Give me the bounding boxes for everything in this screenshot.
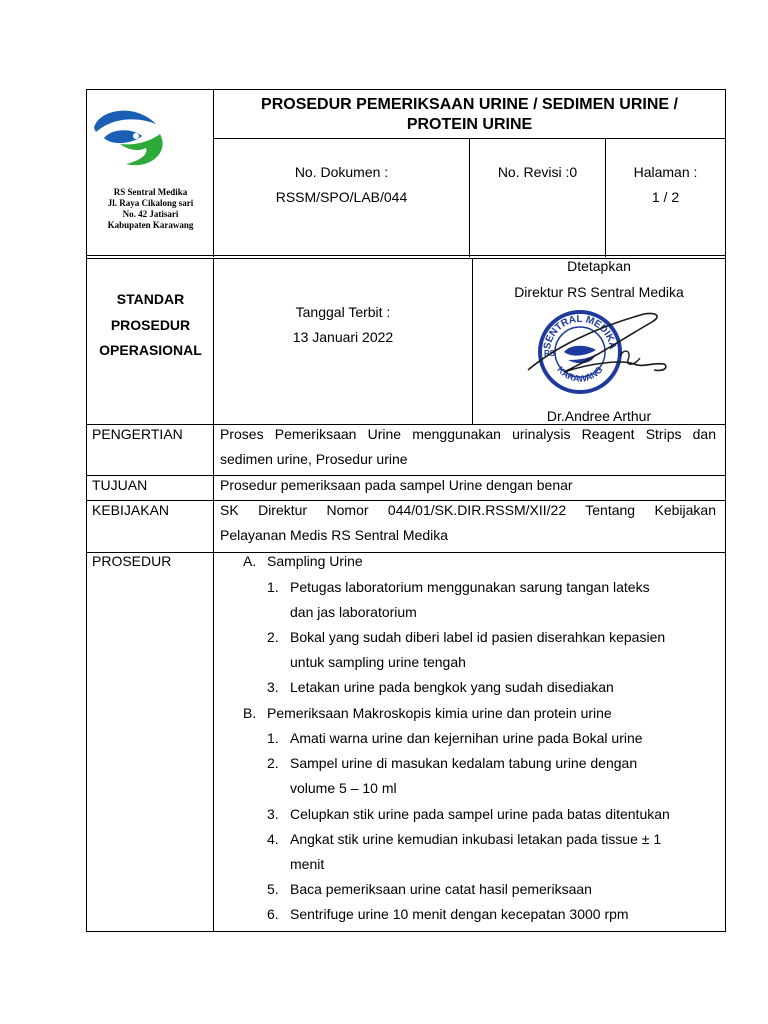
tujuan-label: TUJUAN (92, 477, 148, 493)
no-revisi: No. Revisi :0 (497, 164, 578, 180)
tanggal-terbit-label: Tanggal Terbit : (295, 304, 391, 320)
section-a-title: Sampling Urine (267, 553, 363, 569)
a-item-text: Bokal yang sudah diberi label id pasien diserahkan kepasien (290, 629, 666, 645)
tanggal-terbit-value: 13 Januari 2022 (292, 329, 394, 345)
b-item-text-cont: volume 5 – 10 ml (290, 780, 397, 796)
kebijakan-label: KEBIJAKAN (92, 502, 170, 518)
kebijakan-text-line1: SK Direktur Nomor 044/01/SK.DIR.RSSM/XII/22 Tentang Kebijakan (220, 502, 716, 518)
sop-title-line3: OPERASIONAL (99, 342, 202, 358)
no-dokumen-value: RSSM/SPO/LAB/044 (275, 189, 408, 205)
direktur-label: Direktur RS Sentral Medika (514, 284, 684, 300)
sop-title-line1: STANDAR (116, 291, 185, 307)
b-item-num: 2. (267, 755, 279, 771)
b-item-text-cont: menit (290, 856, 325, 872)
a-item-text-cont: untuk sampling urine tengah (290, 654, 466, 670)
a-item-text-cont: dan jas laboratorium (290, 604, 417, 620)
stamp-and-signature-icon (524, 308, 674, 398)
halaman-label: Halaman : (633, 164, 698, 180)
b-item-num: 1. (267, 730, 279, 746)
org-address-number: No. 42 Jatisari (122, 209, 179, 219)
pengertian-text-line2: sedimen urine, Prosedur urine (220, 451, 408, 467)
pengertian-text-line1: Proses Pemeriksaan Urine menggunakan urinalysis Reagent Strips dan (220, 426, 716, 442)
hospital-logo-icon (90, 104, 174, 170)
section-b-marker: B. (243, 705, 257, 721)
sop-title-line2: PROSEDUR (110, 317, 191, 333)
b-item-num: 4. (267, 831, 279, 847)
b-item-text: Sentrifuge urine 10 menit dengan kecepatan 3000 rpm (290, 906, 629, 922)
a-item-text: Letakan urine pada bengkok yang sudah disediakan (290, 679, 614, 695)
ditetapkan-label: Dtetapkan (567, 258, 631, 274)
section-b-title: Pemeriksaan Makroskopis kimia urine dan protein urine (267, 705, 612, 721)
kebijakan-text-line2: Pelayanan Medis RS Sentral Medika (220, 527, 449, 543)
a-item-num: 1. (267, 579, 279, 595)
org-address-regency: Kabupaten Karawang (107, 220, 194, 230)
org-name: RS Sentral Medika (113, 187, 188, 197)
org-address-street: Jl. Raya Cikalong sari (107, 198, 194, 208)
pengertian-label: PENGERTIAN (92, 426, 183, 442)
stamp-text-bottom: KARAWANG (555, 364, 605, 384)
stamp-prefix: RS (544, 349, 556, 358)
b-item-text: Baca pemeriksaan urine catat hasil pemeriksaan (290, 881, 592, 897)
no-dokumen-label: No. Dokumen : (294, 164, 389, 180)
b-item-text: Celupkan stik urine pada sampel urine pada batas ditentukan (290, 806, 670, 822)
b-item-text: Amati warna urine dan kejernihan urine pada Bokal urine (290, 730, 643, 746)
document-title-line1: PROSEDUR PEMERIKSAAN URINE / SEDIMEN URINE / (261, 96, 678, 113)
prosedur-label: PROSEDUR (92, 553, 172, 569)
svg-text:SENTRAL MEDIKA (542, 314, 618, 350)
b-item-text: Angkat stik urine kemudian inkubasi letakan pada tissue ± 1 (290, 831, 662, 847)
a-item-num: 2. (267, 629, 279, 645)
a-item-text: Petugas laboratorium menggunakan sarung tangan lateks (290, 579, 650, 595)
b-item-num: 5. (267, 881, 279, 897)
stamp-text-top: SENTRAL MEDIKA (542, 313, 618, 351)
signer-name: Dr.Andree Arthur (546, 408, 652, 424)
b-item-text: Sampel urine di masukan kedalam tabung urine dengan (290, 755, 638, 771)
document-title-line2: PROTEIN URINE (406, 116, 533, 133)
section-a-marker: A. (243, 553, 257, 569)
b-item-num: 6. (267, 906, 279, 922)
halaman-value: 1 / 2 (651, 189, 680, 205)
b-item-num: 3. (267, 806, 279, 822)
a-item-num: 3. (267, 679, 279, 695)
tujuan-text: Prosedur pemeriksaan pada sampel Urine dengan benar (220, 477, 573, 493)
